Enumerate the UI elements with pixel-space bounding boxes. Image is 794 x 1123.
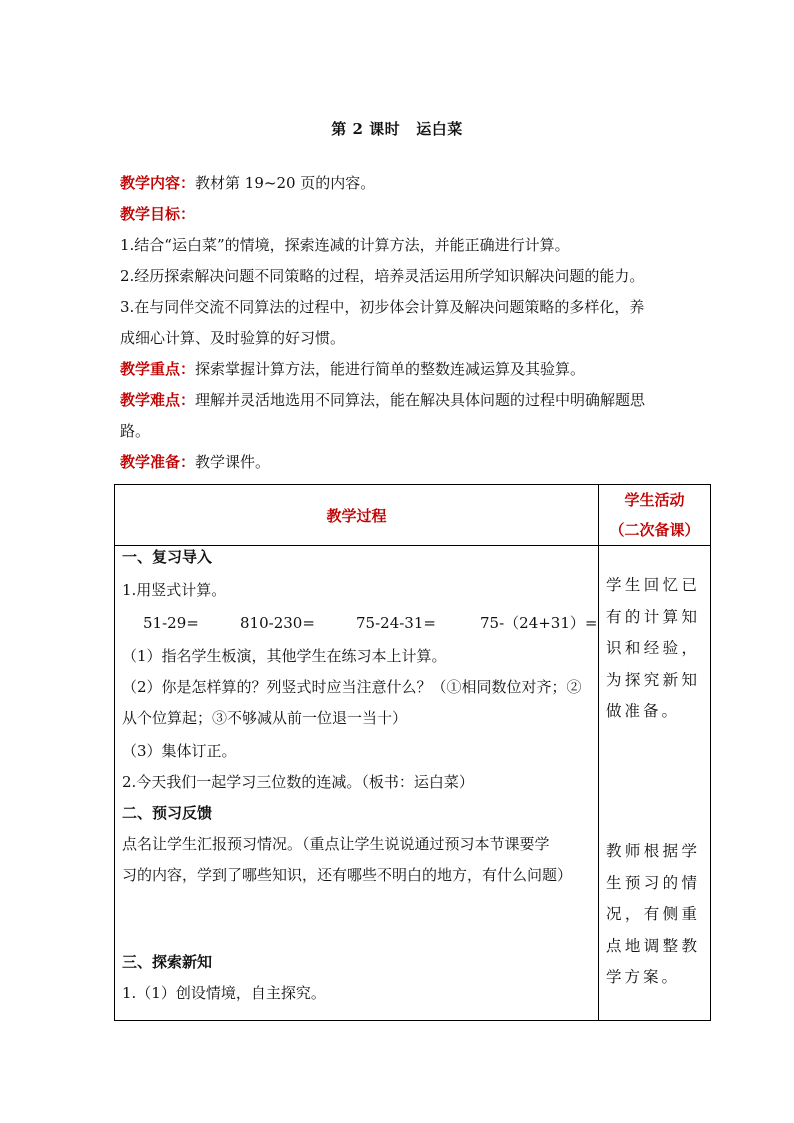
content-label: 教学内容： [120,174,196,192]
goal-2: 2.经历探索解决问题不同策略的过程，培养灵活运用所学知识解决问题的能力。 [120,267,645,285]
content-line [120,168,680,199]
review-p2b: 从个位算起；③不够减从前一位退一当十） [122,709,408,727]
goal-3a: 3.在与同伴交流不同算法的过程中，初步体会计算及解决问题策略的多样化，养 [120,298,645,316]
review-p3: （3）集体订正。 [122,742,237,760]
header-student-activity [599,485,711,546]
review-item-1: 1.用竖式计算。 [122,581,227,599]
explore-item-1: 1.（1）创设情境，自主探究。 [122,984,326,1002]
note-preview: 教师根据学生预习的情况，有侧重点地调整教学方案。 [606,842,700,986]
header-right-line2: （二次备课） [609,521,700,539]
section-explore: 三、探索新知 [122,953,213,971]
prep-text: 教学课件。 [195,453,271,471]
header-right-line1: 学生活动 [624,491,685,509]
page-title [0,118,794,139]
focus-line [120,354,680,385]
lesson-name: 运白菜 [416,120,463,138]
focus-label: 教学重点： [120,360,196,378]
difficulty-line-2: 路。 [120,422,151,440]
prep-line [120,447,680,478]
content-text: 教材第 19~20 页的内容。 [195,174,376,192]
calc-4: 75-（24+31）= [480,614,598,632]
difficulty-text: 理解并灵活地选用不同算法，能在解决具体问题的过程中明确解题思 [195,391,646,409]
lesson-table [114,484,711,1021]
section-preview: 二、预习反馈 [122,804,213,822]
goal-3b: 成细心计算、及时验算的好习惯。 [120,329,346,347]
header-teaching-process: 教学过程 [115,485,599,546]
difficulty-line [120,385,680,416]
calc-row [143,612,597,634]
goals-label: 教学目标： [120,205,196,223]
review-p2a: （2）你是怎样算的？列竖式时应当注意什么？（①相同数位对齐；② [122,678,582,696]
activity-cell [599,546,711,1021]
note-review: 学生回忆已有的计算知识和经验，为探究新知做准备。 [606,576,700,720]
preview-p1a: 点名让学生汇报预习情况。（重点让学生说说通过预习本节课要学 [122,835,550,853]
preview-p1b: 习的内容，学到了哪些知识，还有哪些不明白的地方，有什么问题） [122,866,573,884]
difficulty-label: 教学难点： [120,391,196,409]
goal-1: 1.结合“运白菜”的情境，探索连减的计算方法，并能正确进行计算。 [120,236,570,254]
calc-2: 810-230= [240,614,315,632]
calc-1: 51-29= [143,614,199,632]
focus-text: 探索掌握计算方法，能进行简单的整数连减运算及其验算。 [195,360,586,378]
review-item-2: 2.今天我们一起学习三位数的连减。（板书：运白菜） [122,773,474,791]
lesson-number: 第 2 课时 [331,120,401,138]
process-cell [115,546,599,1021]
prep-label: 教学准备： [120,453,196,471]
review-p1: （1）指名学生板演，其他学生在练习本上计算。 [122,647,447,665]
section-review: 一、复习导入 [122,548,213,566]
calc-3: 75-24-31= [356,614,436,632]
goals-line [120,199,680,230]
